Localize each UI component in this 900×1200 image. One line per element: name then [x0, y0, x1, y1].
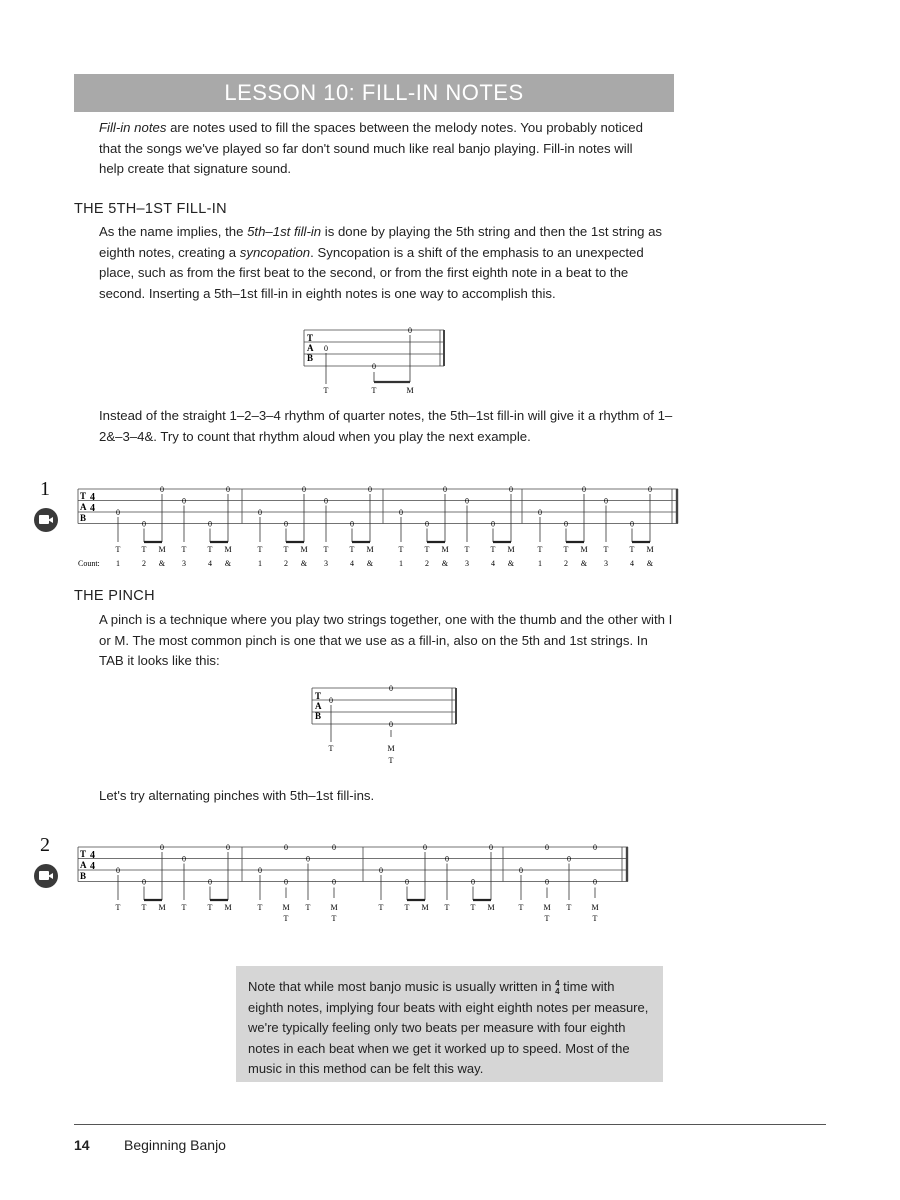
video-icon[interactable]	[34, 864, 58, 888]
count-label: &	[224, 559, 232, 568]
finger-label: T	[490, 545, 496, 554]
time-sig-bottom: 4	[90, 861, 95, 872]
section-heading-pinch: THE PINCH	[74, 588, 155, 604]
fret-number: 0	[226, 485, 230, 494]
fret-number: 0	[284, 877, 288, 887]
pinch-intro-paragraph: Let's try alternating pinches with 5th–1st fill-ins.	[99, 788, 375, 803]
fret-number: 0	[284, 519, 288, 529]
time-sig-bottom: 4	[90, 503, 95, 514]
finger-label: T	[181, 545, 187, 554]
count-label: 2	[284, 559, 288, 568]
finger-label: T	[424, 545, 430, 554]
finger-label: T	[544, 914, 550, 923]
finger-label: T	[141, 903, 147, 912]
count-label: 1	[399, 559, 403, 568]
fret-number: 0	[284, 843, 288, 852]
time-sig-top: 4	[90, 492, 95, 503]
count-label: 4	[630, 559, 634, 568]
count-label: 2	[564, 559, 568, 568]
count-label: 1	[116, 559, 120, 568]
finger-label: T	[378, 903, 384, 912]
video-icon[interactable]	[34, 508, 58, 532]
fret-number: 0	[389, 684, 393, 693]
finger-label: M	[543, 903, 551, 912]
fret-number: 0	[142, 519, 146, 529]
fret-number: 0	[324, 344, 328, 353]
count-label: &	[580, 559, 588, 568]
time-sig-top: 4	[555, 978, 560, 988]
fret-number: 0	[116, 866, 120, 875]
count-label: 3	[182, 559, 186, 568]
finger-label: M	[330, 903, 338, 912]
tab-clef-b: B	[307, 353, 314, 363]
finger-label: M	[387, 744, 395, 753]
finger-label: T	[592, 914, 598, 923]
count-label: 4	[350, 559, 354, 568]
finger-label: T	[470, 903, 476, 912]
finger-label: M	[421, 903, 429, 912]
time-sig-bottom: 4	[555, 986, 560, 996]
count-label: Count:	[78, 559, 100, 568]
syncopation-term: syncopation	[239, 244, 311, 260]
fret-number: 0	[379, 866, 383, 875]
finger-label: M	[366, 545, 374, 554]
finger-label: M	[406, 386, 414, 395]
fret-number: 0	[389, 720, 393, 729]
finger-label: M	[224, 903, 232, 912]
tab-clef-t: T	[80, 491, 87, 501]
tab-clef-t: T	[80, 849, 87, 859]
note-text-b: time with eighth notes, implying four beats with eight eighth notes per measure, we're typically feeling only two beats per measure with four eighth notes in each beat when we get it worked up to speed. Most of the music in this method can be felt this way.	[248, 979, 649, 1076]
tab-clef-t: T	[315, 691, 322, 701]
tab-clef-a: A	[307, 343, 314, 353]
finger-label: T	[207, 545, 213, 554]
fret-number: 0	[425, 519, 429, 529]
finger-label: M	[158, 545, 166, 554]
fret-number: 0	[160, 485, 164, 494]
fret-number: 0	[368, 485, 372, 494]
tab-clef-b: B	[80, 871, 87, 881]
tab-track-2	[70, 838, 635, 928]
fret-number: 0	[329, 696, 333, 705]
count-label: 1	[258, 559, 262, 568]
fret-number: 0	[258, 508, 262, 517]
finger-label: T	[349, 545, 355, 554]
finger-label: T	[207, 903, 213, 912]
fret-number: 0	[332, 877, 336, 887]
fret-number: 0	[593, 877, 597, 887]
fret-number: 0	[423, 843, 427, 852]
time-sig-top: 4	[90, 850, 95, 861]
finger-label: T	[537, 545, 543, 554]
page-number: 14	[74, 1137, 90, 1153]
fret-number: 0	[306, 854, 310, 864]
fret-number: 0	[471, 877, 475, 887]
footer-rule	[74, 1124, 826, 1125]
book-title: Beginning Banjo	[124, 1137, 226, 1153]
fret-number: 0	[443, 485, 447, 494]
section-heading-fill-in: THE 5TH–1ST FILL-IN	[74, 201, 227, 217]
pinch-paragraph: A pinch is a technique where you play two strings together, one with the thumb and the other with I or M. The most common pinch is one that we use as a fill-in, also on the 5th and 1st strings. In TAB it looks like this:	[99, 612, 673, 668]
tab-track-1	[70, 480, 685, 572]
fill-in-term: 5th–1st fill-in	[247, 224, 322, 239]
fret-number: 0	[182, 496, 186, 506]
finger-label: T	[629, 545, 635, 554]
fret-number: 0	[408, 326, 412, 335]
fret-number: 0	[160, 843, 164, 852]
fret-number: 0	[208, 877, 212, 887]
count-label: 2	[142, 559, 146, 568]
fret-number: 0	[630, 519, 634, 529]
count-label: &	[507, 559, 515, 568]
count-label: 4	[208, 559, 212, 568]
fret-number: 0	[372, 362, 376, 371]
finger-label: M	[224, 545, 232, 554]
intro-term: Fill-in notes	[99, 120, 167, 135]
finger-label: T	[563, 545, 569, 554]
fret-number: 0	[509, 485, 513, 494]
tab-clef-a: A	[80, 502, 87, 512]
fill-in-text-a: As the name implies, the	[99, 224, 248, 239]
track-number-2: 2	[40, 834, 50, 856]
fret-number: 0	[593, 843, 597, 852]
finger-label: T	[371, 386, 377, 395]
tab-example-fill-in	[296, 322, 456, 398]
fret-number: 0	[564, 519, 568, 529]
fret-number: 0	[182, 854, 186, 864]
tab-clef-a: A	[80, 860, 87, 870]
count-label: 3	[604, 559, 608, 568]
fret-number: 0	[324, 496, 328, 506]
count-label: 2	[425, 559, 429, 568]
finger-label: T	[518, 903, 524, 912]
fret-number: 0	[545, 843, 549, 852]
lesson-banner: LESSON 10: FILL-IN NOTES	[74, 74, 674, 112]
finger-label: T	[115, 903, 121, 912]
fret-number: 0	[208, 519, 212, 529]
finger-label: T	[181, 903, 187, 912]
count-label: &	[646, 559, 654, 568]
fret-number: 0	[545, 877, 549, 887]
finger-label: T	[388, 756, 394, 765]
tab-example-pinch	[304, 680, 464, 770]
finger-label: T	[323, 545, 329, 554]
finger-label: T	[283, 545, 289, 554]
tab-clef-b: B	[80, 513, 87, 523]
count-label: &	[158, 559, 166, 568]
fret-number: 0	[350, 519, 354, 529]
finger-label: T	[404, 903, 410, 912]
fill-in-text-b: is done by playing the 5th string and then the 1st string as eighth notes, creating a	[99, 224, 663, 260]
count-label: &	[300, 559, 308, 568]
finger-label: T	[464, 545, 470, 554]
fret-number: 0	[582, 485, 586, 494]
intro-text: are notes used to fill the spaces between the melody notes. You probably noticed that the songs we've played so far don't sound much like real banjo playing. Fill-in notes will help create that signature sound.	[99, 120, 643, 176]
finger-label: T	[283, 914, 289, 923]
finger-label: T	[328, 744, 334, 753]
fret-number: 0	[405, 877, 409, 887]
finger-label: T	[444, 903, 450, 912]
track-number-1: 1	[40, 478, 50, 500]
finger-label: M	[441, 545, 449, 554]
fret-number: 0	[538, 508, 542, 517]
fret-number: 0	[604, 496, 608, 506]
finger-label: T	[257, 545, 263, 554]
finger-label: T	[603, 545, 609, 554]
tab-clef-t: T	[307, 333, 314, 343]
finger-label: T	[331, 914, 337, 923]
finger-label: T	[398, 545, 404, 554]
finger-label: T	[141, 545, 147, 554]
finger-label: M	[507, 545, 515, 554]
fill-in-text-c: . Syncopation is a shift of the emphasis to an unexpected place, such as from the first beat to the second, or from the first eighth note in a beat to the second. Inserting a 5th–1st fill-in in eighth notes is one way to accomplish this.	[99, 244, 644, 301]
tab-clef-a: A	[315, 701, 322, 711]
finger-label: M	[591, 903, 599, 912]
finger-label: T	[305, 903, 311, 912]
fret-number: 0	[648, 485, 652, 494]
finger-label: T	[566, 903, 572, 912]
finger-label: T	[257, 903, 263, 912]
fret-number: 0	[142, 877, 146, 887]
fret-number: 0	[491, 519, 495, 529]
finger-label: M	[300, 545, 308, 554]
finger-label: M	[487, 903, 495, 912]
count-label: 3	[465, 559, 469, 568]
count-label: &	[366, 559, 374, 568]
count-label: 3	[324, 559, 328, 568]
fret-number: 0	[226, 843, 230, 852]
fret-number: 0	[465, 496, 469, 506]
fret-number: 0	[258, 866, 262, 875]
fret-number: 0	[399, 508, 403, 517]
count-label: &	[441, 559, 449, 568]
note-text-a: Note that while most banjo music is usually written in	[248, 979, 556, 994]
fret-number: 0	[445, 854, 449, 864]
fret-number: 0	[489, 843, 493, 852]
fret-number: 0	[567, 854, 571, 864]
note-box	[236, 966, 663, 1082]
count-label: 1	[538, 559, 542, 568]
finger-label: M	[282, 903, 290, 912]
rhythm-paragraph: Instead of the straight 1–2–3–4 rhythm of quarter notes, the 5th–1st fill-in will give it a rhythm of 1–2&–3–4&. Try to count that rhythm aloud when you play the next example.	[99, 408, 673, 444]
count-label: 4	[491, 559, 495, 568]
finger-label: M	[646, 545, 654, 554]
finger-label: T	[323, 386, 329, 395]
fret-number: 0	[116, 508, 120, 517]
fret-number: 0	[519, 866, 523, 875]
finger-label: M	[580, 545, 588, 554]
finger-label: M	[158, 903, 166, 912]
finger-label: T	[115, 545, 121, 554]
fret-number: 0	[332, 843, 336, 852]
fill-in-paragraph	[99, 222, 674, 304]
intro-paragraph	[99, 118, 659, 180]
tab-clef-b: B	[315, 711, 322, 721]
fret-number: 0	[302, 485, 306, 494]
